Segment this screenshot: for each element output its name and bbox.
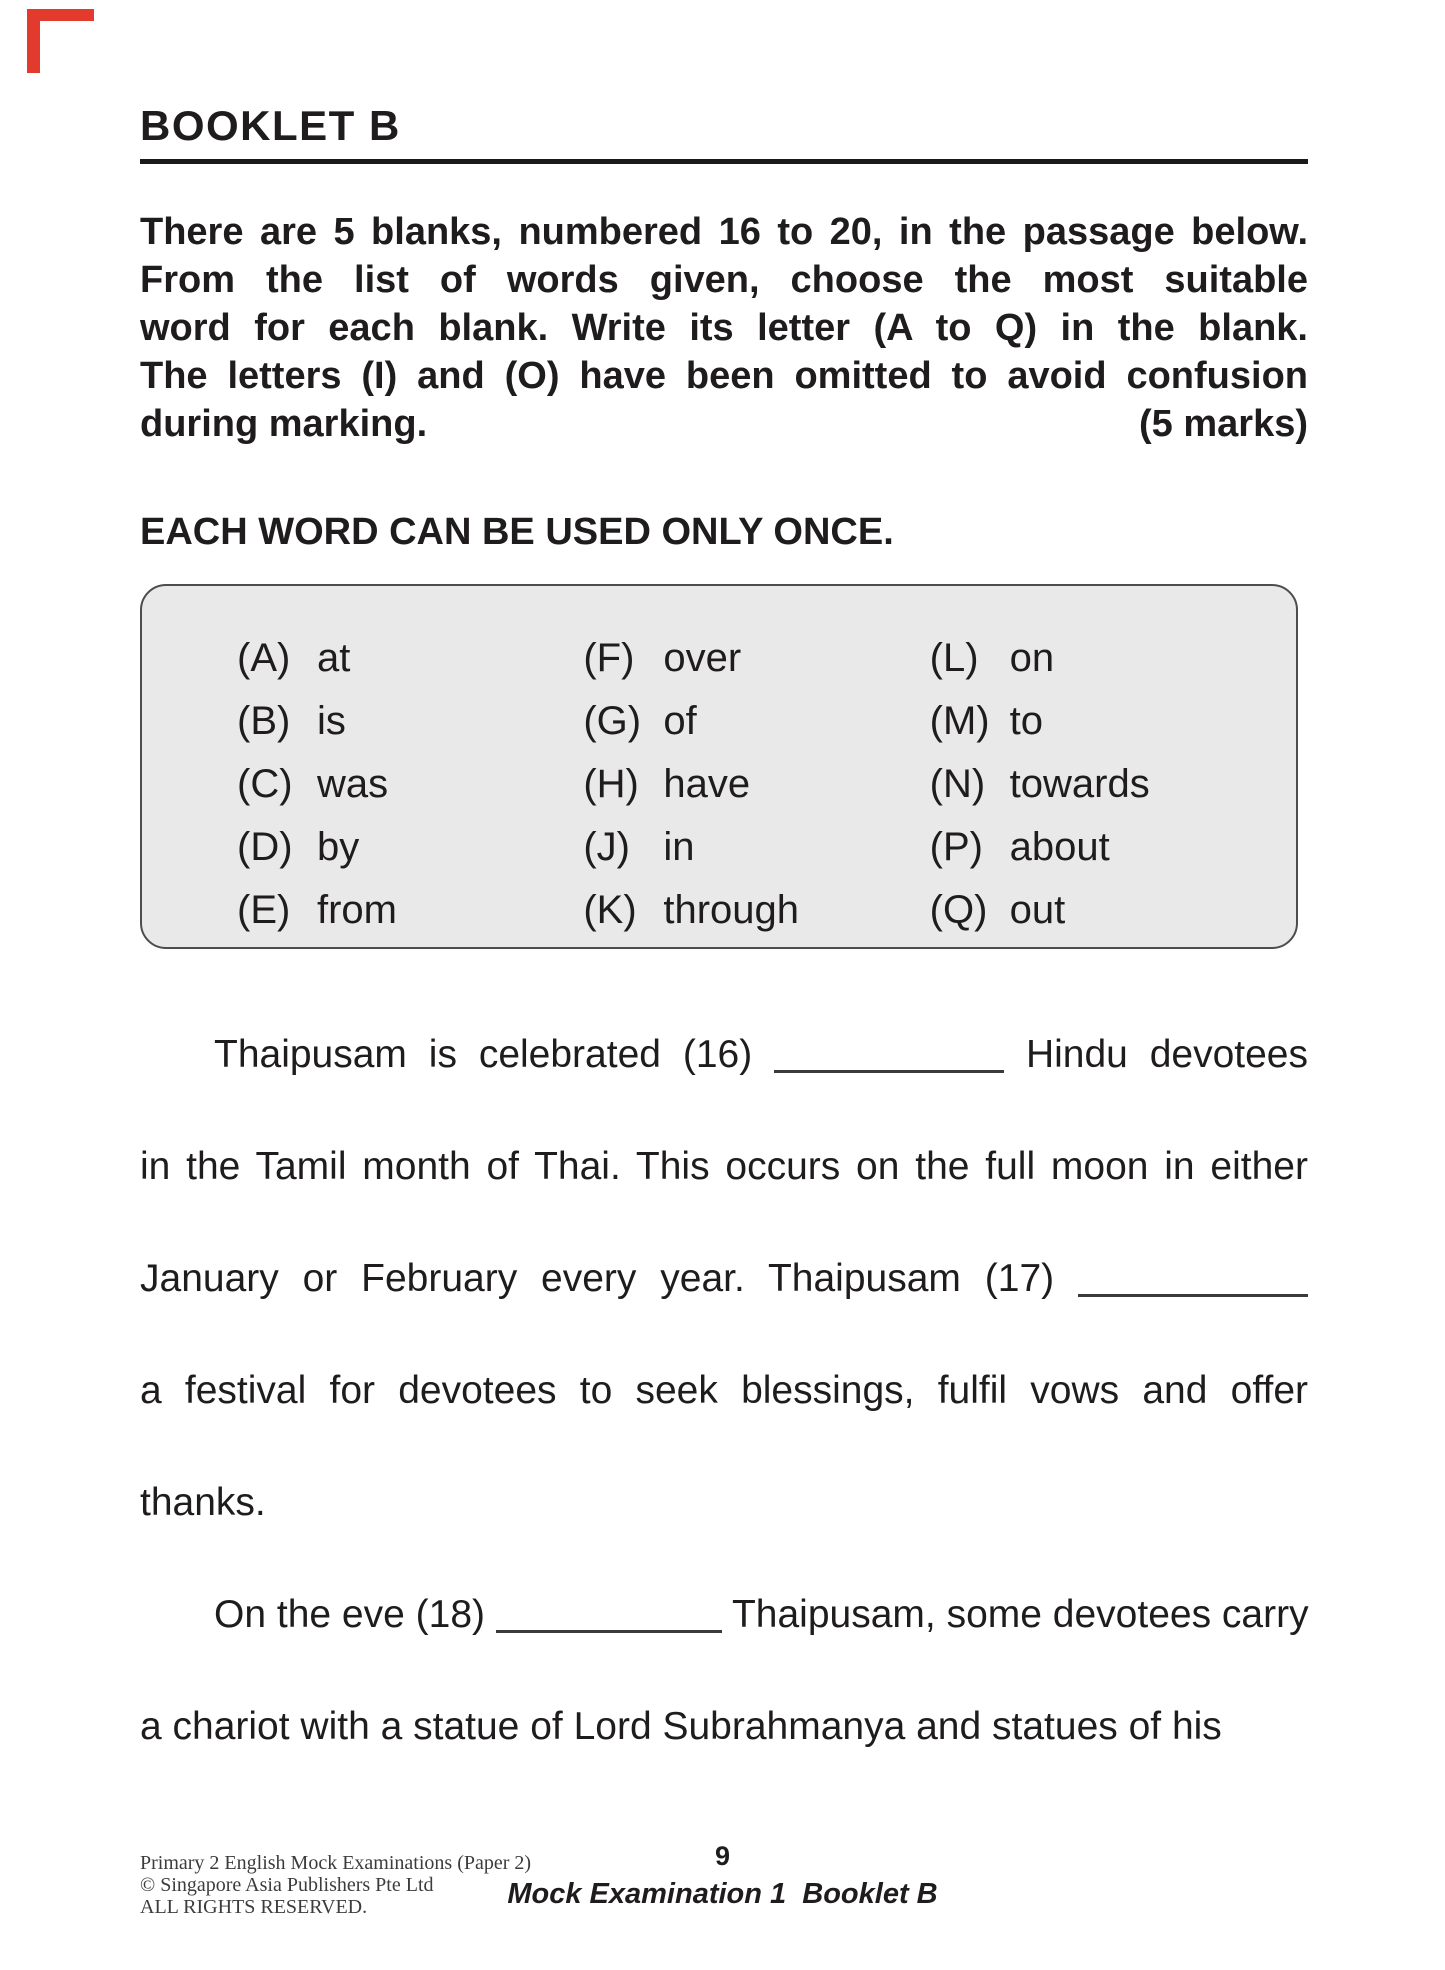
option-word: on: [1009, 635, 1055, 680]
page-number: 9: [714, 1841, 731, 1871]
option-word: over: [663, 635, 742, 680]
word-option: [930, 626, 1276, 689]
crop-mark-icon: [27, 9, 40, 73]
option-letter: (A): [237, 635, 291, 680]
option-letter: (M): [929, 698, 990, 743]
footer-line: Primary 2 English Mock Examinations (Paper 2): [140, 1852, 532, 1874]
option-word: towards: [1009, 761, 1150, 806]
option-word: out: [1009, 887, 1066, 932]
word-option: [237, 878, 583, 941]
passage-text: On the eve: [214, 1593, 405, 1636]
blank-18-label: (18): [415, 1593, 485, 1636]
option-letter: (G): [583, 698, 642, 743]
passage-text: Thaipusam, some devotees carry: [731, 1593, 1309, 1636]
passage-line: thanks.: [140, 1481, 266, 1524]
option-word: in: [663, 824, 695, 869]
word-option: [930, 689, 1276, 752]
marks-label: (5 marks): [1139, 403, 1308, 445]
option-word: is: [317, 698, 346, 743]
option-letter: (C): [237, 761, 293, 806]
option-letter: (L): [929, 635, 979, 680]
word-option: [237, 815, 583, 878]
word-option: [237, 752, 583, 815]
passage-text: Thaipusam is celebrated: [214, 1033, 661, 1076]
option-letter: (B): [237, 698, 291, 743]
footer-center: [0, 1843, 1445, 1909]
option-word: have: [663, 761, 751, 806]
blank-16[interactable]: [774, 1060, 1004, 1073]
blank-16-label: (16): [682, 1033, 753, 1076]
blank-18[interactable]: [496, 1620, 722, 1633]
option-word: through: [663, 887, 799, 932]
instruction-last-line: [140, 400, 1308, 448]
word-option: [583, 878, 929, 941]
option-word: was: [317, 761, 389, 806]
instruction-line: word for each blank. Write its letter (A to Q) in the blank.: [140, 307, 1308, 349]
footer-line: ALL RIGHTS RESERVED.: [140, 1896, 368, 1918]
instruction-line-end: during marking.: [140, 403, 428, 445]
booklet-footer-label: Mock Examination 1 Booklet B: [507, 1878, 938, 1910]
word-option: [583, 752, 929, 815]
page-title: BOOKLET B: [140, 102, 401, 149]
option-word: of: [663, 698, 697, 743]
blank-17-label: (17): [984, 1257, 1055, 1300]
word-option: [583, 815, 929, 878]
option-letter: (Q): [929, 887, 988, 932]
passage-line: a chariot with a statue of Lord Subrahmanya and statues of his: [140, 1705, 1222, 1748]
instruction-line: From the list of words given, choose the most suitable: [140, 259, 1308, 301]
word-option: [930, 752, 1276, 815]
passage-line: [140, 1591, 1308, 1639]
option-letter: (H): [583, 761, 639, 806]
option-word: about: [1009, 824, 1110, 869]
page-content: [140, 0, 1308, 1815]
passage-text: January or February every year. Thaipusam: [140, 1257, 961, 1300]
option-word: by: [317, 824, 360, 869]
passage-text: Hindu devotees: [1025, 1033, 1308, 1076]
word-bank-note: EACH WORD CAN BE USED ONLY ONCE.: [140, 511, 894, 553]
word-option: [237, 689, 583, 752]
word-option: [237, 626, 583, 689]
instructions-block: [140, 208, 1308, 448]
passage-line: a festival for devotees to seek blessings, fulfil vows and offer: [140, 1369, 1308, 1412]
footer-line: © Singapore Asia Publishers Pte Ltd: [140, 1874, 434, 1896]
instruction-line: The letters (I) and (O) have been omitted to avoid confusion: [140, 355, 1308, 397]
word-option: [930, 815, 1276, 878]
word-bank-box: [140, 584, 1298, 949]
word-option: [583, 626, 929, 689]
option-letter: (J): [583, 824, 630, 869]
option-letter: (F): [583, 635, 635, 680]
option-letter: (K): [583, 887, 637, 932]
option-letter: (D): [237, 824, 293, 869]
option-letter: (N): [929, 761, 986, 806]
instruction-line: There are 5 blanks, numbered 16 to 20, in the passage below.: [140, 211, 1308, 253]
word-option: [930, 878, 1276, 941]
passage-line: [140, 1031, 1308, 1079]
blank-17[interactable]: [1078, 1284, 1308, 1297]
option-letter: (P): [929, 824, 983, 869]
passage-line: [140, 1255, 1308, 1303]
passage-block: [140, 1031, 1308, 1751]
option-word: from: [317, 887, 397, 932]
word-option: [583, 689, 929, 752]
option-word: to: [1009, 698, 1044, 743]
passage-line: in the Tamil month of Thai. This occurs on the full moon in either: [140, 1145, 1308, 1188]
option-word: at: [317, 635, 351, 680]
option-letter: (E): [237, 887, 291, 932]
title-underline: [140, 159, 1308, 164]
